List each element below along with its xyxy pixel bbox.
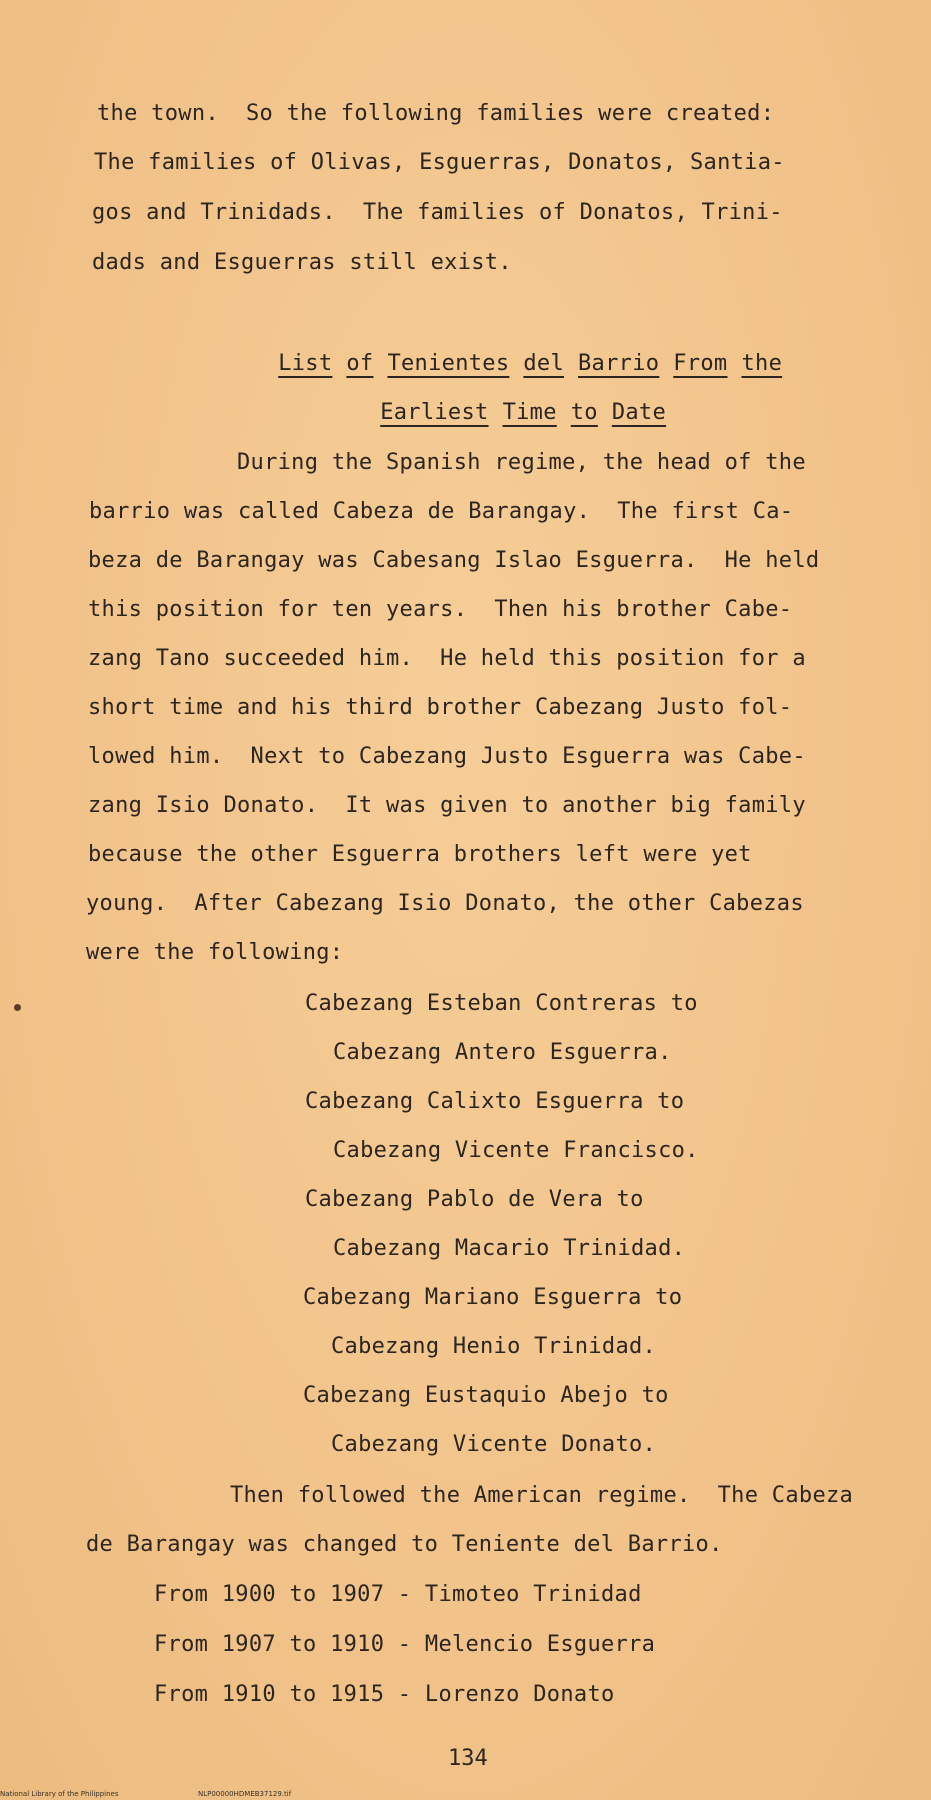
cabeza-to-3: Cabezang Macario Trinidad. xyxy=(333,1236,686,1261)
teniente-entry-3: From 1910 to 1915 - Lorenzo Donato xyxy=(154,1682,615,1707)
heading-word: to xyxy=(570,400,598,425)
paragraph-1-line-2: The families of Olivas, Esguerras, Donatos, Santia- xyxy=(94,150,785,175)
heading-word: Earliest xyxy=(380,400,489,425)
heading-word: From xyxy=(673,351,728,376)
paragraph-2-line-7: lowed him. Next to Cabezang Justo Esguerra was Cabe- xyxy=(88,744,806,769)
paragraph-1-line-4: dads and Esguerras still exist. xyxy=(92,250,512,275)
heading-word: del xyxy=(523,351,565,376)
teniente-entry-2: From 1907 to 1910 - Melencio Esguerra xyxy=(154,1632,656,1657)
cabeza-from-3: Cabezang Pablo de Vera to xyxy=(305,1187,644,1212)
paragraph-2-line-4: this position for ten years. Then his brother Cabe- xyxy=(88,597,793,622)
paragraph-2-line-2: barrio was called Cabeza de Barangay. The first Ca- xyxy=(89,499,794,524)
heading-line-2 xyxy=(326,374,680,452)
footer-library-label: National Library of the Philippines xyxy=(0,1790,119,1798)
cabeza-to-1: Cabezang Antero Esguerra. xyxy=(333,1040,672,1065)
page-number: 134 xyxy=(448,1746,488,1771)
heading-word: Barrio xyxy=(578,351,660,376)
paragraph-2-line-1: During the Spanish regime, the head of the xyxy=(237,450,806,475)
cabeza-to-4: Cabezang Henio Trinidad. xyxy=(331,1334,657,1359)
cabeza-to-2: Cabezang Vicente Francisco. xyxy=(333,1138,699,1163)
paragraph-2-line-9: because the other Esguerra brothers left were yet xyxy=(88,842,752,867)
footer-file-label: NLP00000HDMEB37129.tif xyxy=(198,1790,292,1798)
heading-word: Tenientes xyxy=(387,351,510,376)
heading-word: List xyxy=(278,351,333,376)
paragraph-2-line-11: were the following: xyxy=(86,940,344,965)
paragraph-2-line-6: short time and his third brother Cabezang Justo fol- xyxy=(88,695,793,720)
teniente-entry-1: From 1900 to 1907 - Timoteo Trinidad xyxy=(154,1582,642,1607)
paragraph-1-line-1: the town. So the following families were created: xyxy=(97,101,775,126)
paragraph-3-line-2: de Barangay was changed to Teniente del Barrio. xyxy=(86,1532,723,1557)
paragraph-2-line-10: young. After Cabezang Isio Donato, the other Cabezas xyxy=(86,891,804,916)
cabeza-from-4: Cabezang Mariano Esguerra to xyxy=(303,1285,683,1310)
heading-word: of xyxy=(346,351,374,376)
paragraph-2-line-3: beza de Barangay was Cabesang Islao Esguerra. He held xyxy=(88,548,820,573)
heading-word: Time xyxy=(502,400,557,425)
cabeza-from-2: Cabezang Calixto Esguerra to xyxy=(305,1089,685,1114)
heading-word: the xyxy=(741,351,783,376)
paragraph-3-line-1: Then followed the American regime. The Cabeza xyxy=(230,1483,854,1508)
cabeza-from-1: Cabezang Esteban Contreras to xyxy=(305,991,698,1016)
heading-word: Date xyxy=(611,400,667,425)
cabeza-from-5: Cabezang Eustaquio Abejo to xyxy=(303,1383,669,1408)
paragraph-2-line-8: zang Isio Donato. It was given to another big family xyxy=(88,793,806,818)
ink-spot xyxy=(14,1004,21,1011)
paragraph-1-line-3: gos and Trinidads. The families of Donatos, Trini- xyxy=(92,200,783,225)
paragraph-2-line-5: zang Tano succeeded him. He held this position for a xyxy=(88,646,806,671)
cabeza-to-5: Cabezang Vicente Donato. xyxy=(331,1432,657,1457)
